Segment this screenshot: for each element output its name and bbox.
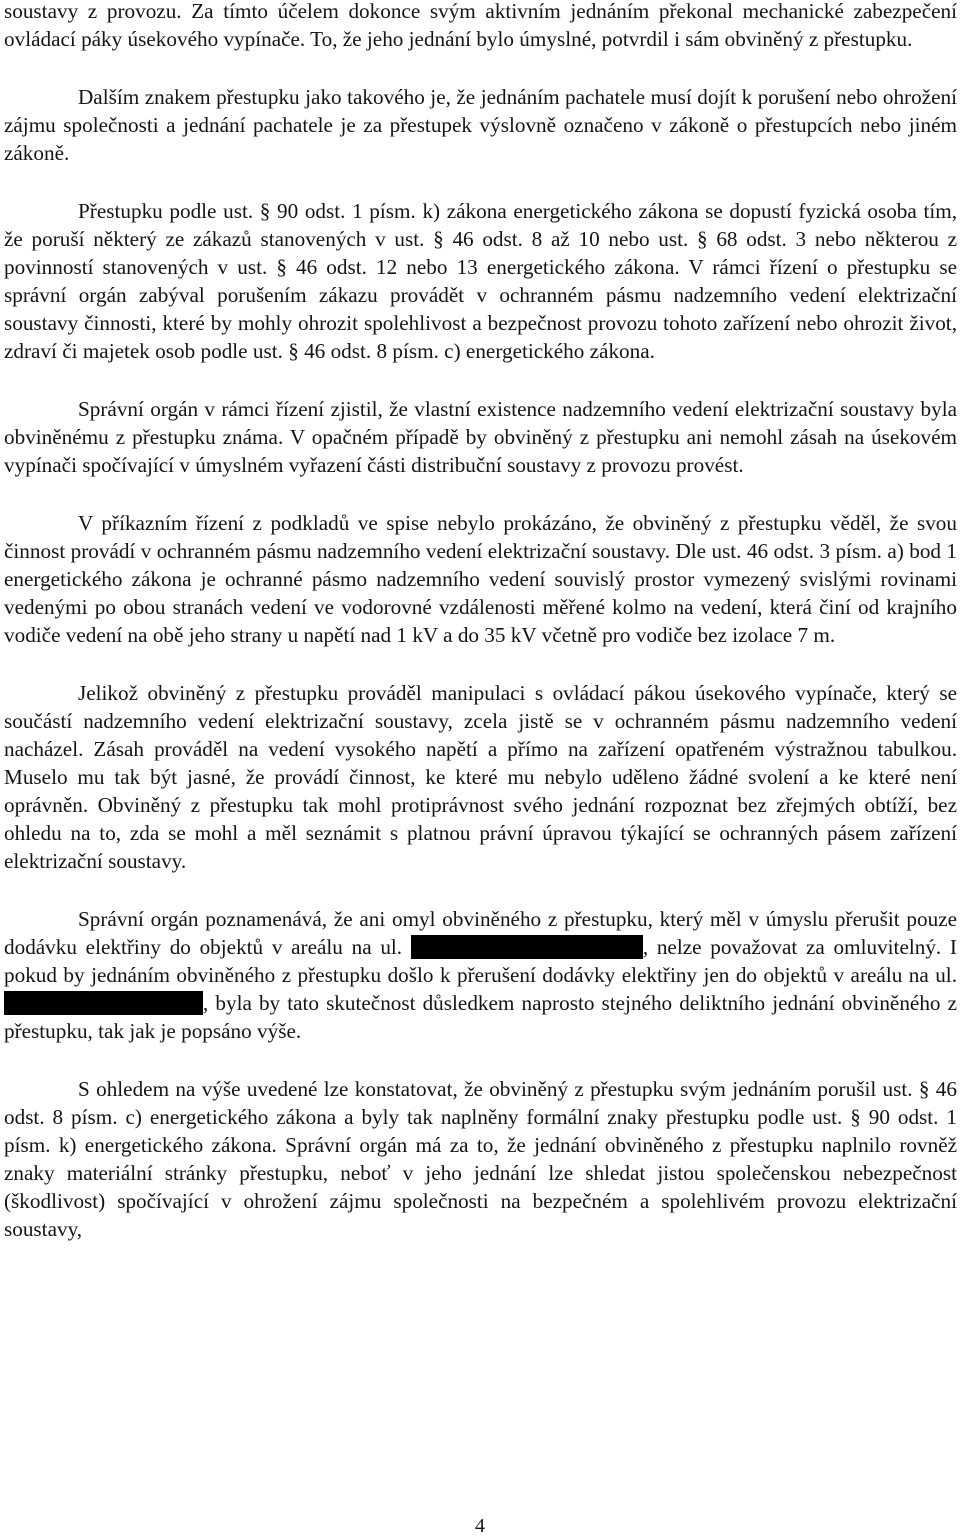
mistake-text-part-2: , nelze považovat za omluvitelný. I pokud by jednáním obviněného z přestupku došlo k přerušení dodávky elektřiny jen do objektů v areálu na ul.	[4, 935, 957, 987]
paragraph-legal-basis: Přestupku podle ust. § 90 odst. 1 písm. k) zákona energetického zákona se dopustí fyzická osoba tím, že poruší některý ze zákazů stanovených v ust. § 46 odst. 8 až 10 nebo ust. § 68 odst. 3 nebo některou z povinností stanovených v ust. § 46 odst. 12 nebo 13 energetického zákona. V rámci řízení o přestupku se správní orgán zabýval porušením zákazu provádět v ochranném pásmu nadzemního vedení elektrizační soustavy činnosti, které by mohly ohrozit spolehlivost a bezpečnost provozu tohoto zařízení nebo ohrozit život, zdraví či majetek osob podle ust. § 46 odst. 8 písm. c) energetického zákona.	[4, 199, 957, 363]
paragraph-continuation: soustavy z provozu. Za tímto účelem dokonce svým aktivním jednáním překonal mechanické zabezpečení ovládací páky úsekového vypínače. To, že jeho jednání bylo úmyslné, potvrdil i sám obviněný z přestupku.	[4, 0, 957, 51]
page-number: 4	[475, 1515, 485, 1537]
paragraph-conclusion: S ohledem na výše uvedené lze konstatovat, že obviněný z přestupku svým jednáním porušil ust. § 46 odst. 8 písm. c) energetického zákona a byly tak naplněny formální znaky přestupku podle ust. § 90 odst. 1 písm. k) energetického zákona. Správní orgán má za to, že jednání obviněného z přestupku naplnilo rovněž znaky materiální stránky přestupku, neboť v jeho jednání lze shledat jistou společenskou nebezpečnost (škodlivost) spočívající v ohrožení zájmu společnosti na bezpečném a spolehlivém provozu elektrizační soustavy,	[4, 1077, 957, 1241]
redaction-block	[411, 935, 643, 959]
text-body	[4, 0, 957, 1273]
mistake-text-part-1: Správní orgán poznamenává, že ani omyl obviněného z přestupku, který měl v úmyslu přerušit pouze dodávku elektřiny do objektů v areálu na ul.	[4, 907, 957, 959]
mistake-text-part-3: , byla by tato skutečnost důsledkem naprosto stejného deliktního jednání obviněného z přestupku, tak jak je popsáno výše.	[4, 991, 957, 1043]
paragraph-protective-zone: V příkazním řízení z podkladů ve spise nebylo prokázáno, že obviněný z přestupku věděl, že svou činnost provádí v ochranném pásmu nadzemního vedení elektrizační soustavy. Dle ust. 46 odst. 3 písm. a) bod 1 energetického zákona je ochranné pásmo nadzemního vedení souvislý prostor vymezený svislými rovinami vedenými po obou stranách vedení ve vodorovné vzdálenosti měřené kolmo na vedení, která činí od krajního vodiče vedení na obě jeho strany u napětí nad 1 kV a do 35 kV včetně pro vodiče bez izolace 7 m.	[4, 511, 957, 647]
paragraph-culpability: Jelikož obviněný z přestupku prováděl manipulaci s ovládací pákou úsekového vypínače, který se součástí nadzemního vedení elektrizační soustavy, zcela jistě se v ochranném pásmu nadzemního vedení nacházel. Zásah prováděl na vedení vysokého napětí a přímo na zařízení opatřeném výstražnou tabulkou. Muselo mu tak být jasné, že provádí činnost, ke které mu nebylo uděleno žádné svolení a ke které není oprávněn. Obviněný z přestupku tak mohl protiprávnost svého jednání rozpoznat bez zřejmých obtíží, bez ohledu na to, zda se mohl a měl seznámit s platnou právní úpravou týkající se ochranných pásem zařízení elektrizační soustavy.	[4, 681, 957, 873]
redaction-block	[4, 991, 203, 1015]
paragraph-mistake	[4, 905, 957, 1045]
paragraph-offence-elements: Dalším znakem přestupku jako takového je, že jednáním pachatele musí dojít k porušení nebo ohrožení zájmu společnosti a jednání pachatele je za přestupek výslovně označeno v zákoně o přestupcích nebo jiném zákoně.	[4, 85, 957, 165]
paragraph-findings: Správní orgán v rámci řízení zjistil, že vlastní existence nadzemního vedení elektrizační soustavy byla obviněnému z přestupku známa. V opačném případě by obviněný z přestupku ani nemohl zásah na úsekovém vypínači spočívající v úmyslném vyřazení části distribuční soustavy z provozu provést.	[4, 397, 957, 477]
